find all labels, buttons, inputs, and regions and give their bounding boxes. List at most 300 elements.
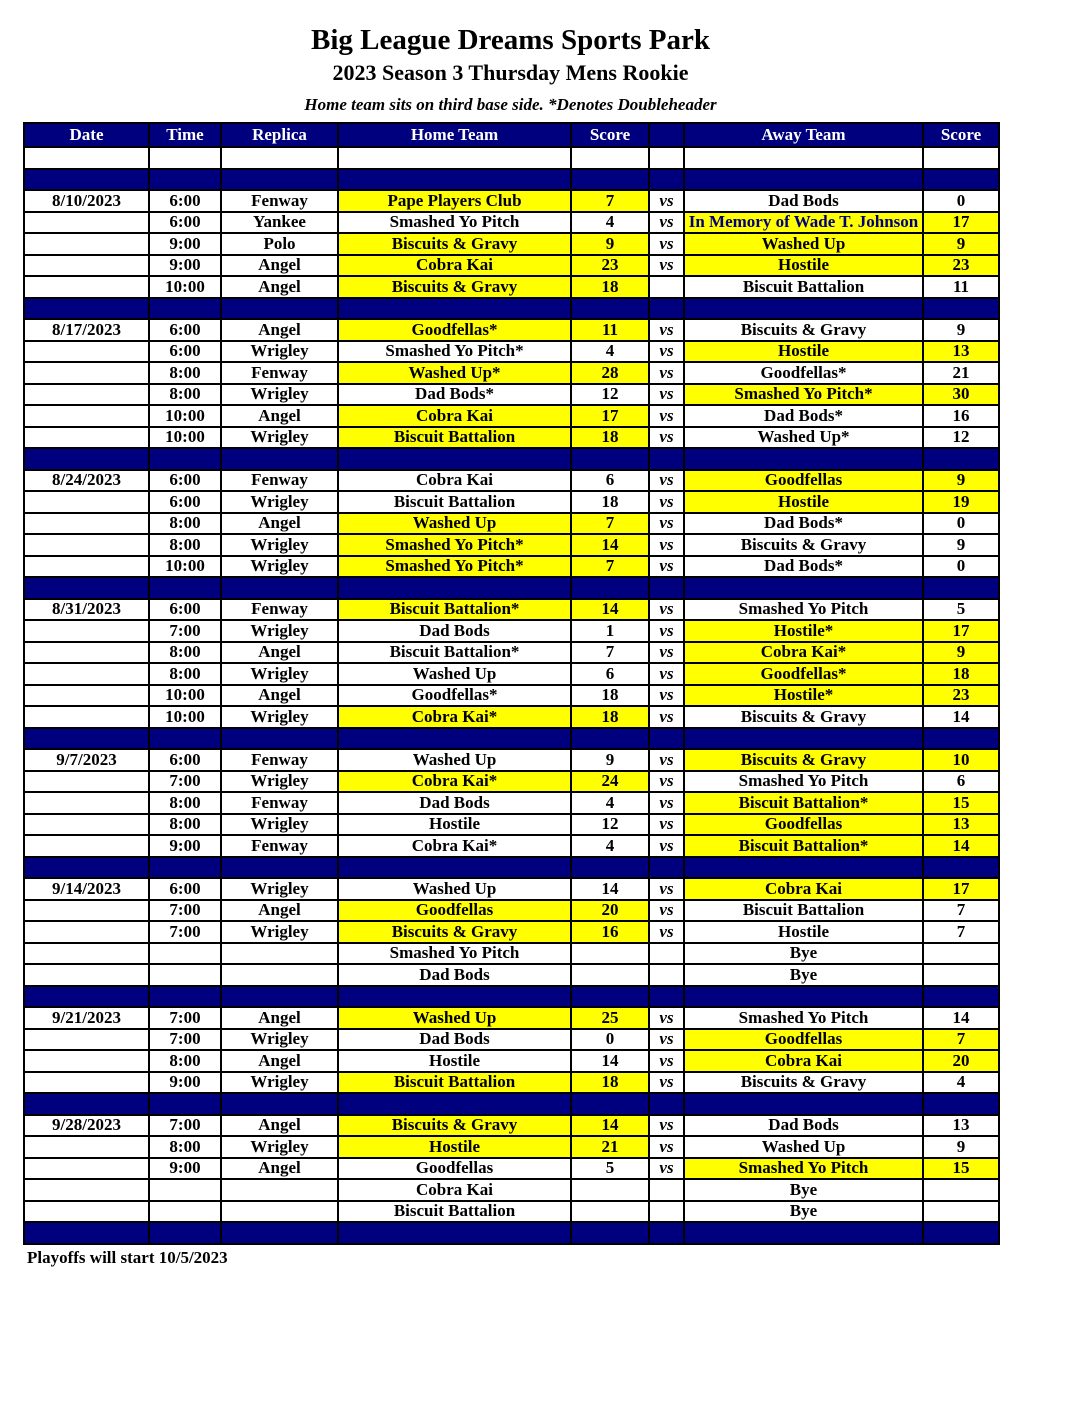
away-score-cell (923, 728, 999, 750)
home-team-cell (338, 1093, 571, 1115)
away-team-cell: Biscuit Battalion (684, 900, 923, 922)
away-score-cell: 14 (923, 835, 999, 857)
vs-cell: vs (649, 405, 684, 427)
time-cell: 6:00 (149, 491, 221, 513)
replica-cell (221, 448, 338, 470)
time-cell (149, 147, 221, 169)
vs-cell (649, 964, 684, 986)
away-team-cell: Bye (684, 943, 923, 965)
date-cell (24, 943, 149, 965)
home-team-cell: Smashed Yo Pitch* (338, 534, 571, 556)
vs-cell: vs (649, 1050, 684, 1072)
vs-cell: vs (649, 878, 684, 900)
replica-cell: Polo (221, 233, 338, 255)
time-cell: 7:00 (149, 1029, 221, 1051)
vs-cell (649, 577, 684, 599)
home-score-cell (571, 1093, 649, 1115)
home-score-cell: 9 (571, 749, 649, 771)
home-team-cell: Biscuits & Gravy (338, 233, 571, 255)
replica-cell: Angel (221, 513, 338, 535)
away-score-cell: 23 (923, 255, 999, 277)
legend-note: Home team sits on third base side. *Denotes Doubleheader (304, 95, 717, 114)
home-team-cell: Smashed Yo Pitch* (338, 341, 571, 363)
table-row (24, 556, 999, 578)
date-cell (24, 1136, 149, 1158)
date-cell (24, 900, 149, 922)
away-team-cell: Biscuits & Gravy (684, 749, 923, 771)
away-score-cell: 9 (923, 319, 999, 341)
replica-cell (221, 728, 338, 750)
time-cell (149, 169, 221, 191)
date-cell (24, 255, 149, 277)
home-team-cell: Dad Bods (338, 620, 571, 642)
home-team-cell: Biscuits & Gravy (338, 921, 571, 943)
home-score-cell: 4 (571, 341, 649, 363)
away-score-cell (923, 1093, 999, 1115)
home-team-cell (338, 728, 571, 750)
vs-cell: vs (649, 1158, 684, 1180)
vs-cell: vs (649, 663, 684, 685)
away-team-cell: Goodfellas (684, 1029, 923, 1051)
replica-cell (221, 943, 338, 965)
home-team-cell: Cobra Kai (338, 405, 571, 427)
away-team-cell: Dad Bods (684, 1115, 923, 1137)
replica-cell: Wrigley (221, 663, 338, 685)
table-row (24, 835, 999, 857)
home-score-cell: 21 (571, 1136, 649, 1158)
home-team-cell (338, 857, 571, 879)
away-team-cell: Dad Bods* (684, 513, 923, 535)
table-row (24, 706, 999, 728)
away-team-cell: Dad Bods* (684, 405, 923, 427)
away-team-cell: Hostile (684, 341, 923, 363)
date-cell (24, 233, 149, 255)
home-team-cell: Washed Up* (338, 362, 571, 384)
vs-cell (649, 1093, 684, 1115)
home-score-cell: 18 (571, 685, 649, 707)
home-team-cell (338, 298, 571, 320)
date-cell (24, 1093, 149, 1115)
home-team-cell: Cobra Kai (338, 1179, 571, 1201)
home-score-cell: 14 (571, 1115, 649, 1137)
home-team-cell: Cobra Kai (338, 255, 571, 277)
table-row (24, 190, 999, 212)
vs-cell: vs (649, 1115, 684, 1137)
away-score-cell (923, 147, 999, 169)
time-cell: 9:00 (149, 233, 221, 255)
away-score-cell: 9 (923, 1136, 999, 1158)
away-team-cell: Dad Bods* (684, 556, 923, 578)
vs-cell (649, 169, 684, 191)
date-cell (24, 448, 149, 470)
home-team-cell: Dad Bods (338, 964, 571, 986)
table-row (24, 1072, 999, 1094)
away-score-cell: 19 (923, 491, 999, 513)
date-cell (24, 147, 149, 169)
away-team-cell: Hostile (684, 491, 923, 513)
vs-cell: vs (649, 384, 684, 406)
vs-cell: vs (649, 749, 684, 771)
home-team-cell (338, 1222, 571, 1244)
away-score-cell: 17 (923, 620, 999, 642)
away-team-cell: Bye (684, 1179, 923, 1201)
time-cell: 10:00 (149, 276, 221, 298)
vs-cell: vs (649, 513, 684, 535)
home-score-cell: 4 (571, 835, 649, 857)
date-cell (24, 491, 149, 513)
separator-row (24, 298, 999, 320)
away-team-cell (684, 169, 923, 191)
table-row (24, 642, 999, 664)
home-team-cell: Washed Up (338, 513, 571, 535)
away-team-cell: Smashed Yo Pitch (684, 599, 923, 621)
header-home-score: Score (571, 123, 649, 147)
vs-cell: vs (649, 1136, 684, 1158)
table-row (24, 921, 999, 943)
table-row (24, 319, 999, 341)
replica-cell (221, 964, 338, 986)
time-cell: 6:00 (149, 319, 221, 341)
away-team-cell: Cobra Kai* (684, 642, 923, 664)
away-score-cell (923, 1222, 999, 1244)
vs-cell: vs (649, 900, 684, 922)
home-score-cell: 1 (571, 620, 649, 642)
table-row (24, 771, 999, 793)
time-cell: 9:00 (149, 1072, 221, 1094)
away-score-cell (923, 1201, 999, 1223)
home-score-cell (571, 857, 649, 879)
replica-cell: Angel (221, 1007, 338, 1029)
table-row (24, 1115, 999, 1137)
home-score-cell: 11 (571, 319, 649, 341)
replica-cell: Angel (221, 900, 338, 922)
vs-cell (649, 448, 684, 470)
home-score-cell: 25 (571, 1007, 649, 1029)
home-team-cell: Dad Bods* (338, 384, 571, 406)
home-score-cell: 9 (571, 233, 649, 255)
home-score-cell: 6 (571, 663, 649, 685)
vs-cell: vs (649, 362, 684, 384)
date-cell: 9/14/2023 (24, 878, 149, 900)
time-cell: 6:00 (149, 470, 221, 492)
date-cell (24, 1029, 149, 1051)
away-score-cell (923, 1179, 999, 1201)
time-cell: 9:00 (149, 255, 221, 277)
away-team-cell: Bye (684, 1201, 923, 1223)
away-score-cell: 13 (923, 1115, 999, 1137)
time-cell (149, 986, 221, 1008)
date-cell (24, 341, 149, 363)
time-cell: 7:00 (149, 1115, 221, 1137)
home-score-cell: 5 (571, 1158, 649, 1180)
away-score-cell: 9 (923, 233, 999, 255)
date-cell (24, 169, 149, 191)
replica-cell: Wrigley (221, 878, 338, 900)
vs-cell (649, 857, 684, 879)
away-team-cell: Cobra Kai (684, 1050, 923, 1072)
header-vs (649, 123, 684, 147)
vs-cell: vs (649, 1007, 684, 1029)
away-team-cell (684, 1093, 923, 1115)
away-team-cell (684, 448, 923, 470)
time-cell: 6:00 (149, 212, 221, 234)
home-score-cell: 7 (571, 513, 649, 535)
home-score-cell: 18 (571, 427, 649, 449)
home-score-cell: 14 (571, 534, 649, 556)
away-team-cell: Goodfellas* (684, 362, 923, 384)
home-team-cell: Cobra Kai* (338, 771, 571, 793)
away-team-cell (684, 298, 923, 320)
home-team-cell: Goodfellas (338, 900, 571, 922)
date-cell (24, 384, 149, 406)
date-cell (24, 663, 149, 685)
table-row (24, 427, 999, 449)
time-cell (149, 1179, 221, 1201)
away-team-cell: Dad Bods (684, 190, 923, 212)
date-cell: 8/10/2023 (24, 190, 149, 212)
away-team-cell: Smashed Yo Pitch* (684, 384, 923, 406)
time-cell: 8:00 (149, 642, 221, 664)
date-cell (24, 706, 149, 728)
table-row (24, 276, 999, 298)
vs-cell (649, 276, 684, 298)
home-score-cell: 18 (571, 491, 649, 513)
home-score-cell: 0 (571, 1029, 649, 1051)
time-cell (149, 1201, 221, 1223)
home-score-cell: 12 (571, 814, 649, 836)
home-score-cell (571, 1179, 649, 1201)
header-date: Date (24, 123, 149, 147)
table-row (24, 405, 999, 427)
home-team-cell: Hostile (338, 1136, 571, 1158)
date-cell (24, 728, 149, 750)
away-score-cell (923, 986, 999, 1008)
away-score-cell (923, 577, 999, 599)
home-team-cell: Cobra Kai* (338, 706, 571, 728)
away-team-cell: Goodfellas* (684, 663, 923, 685)
table-row (24, 792, 999, 814)
home-team-cell: Goodfellas (338, 1158, 571, 1180)
time-cell (149, 448, 221, 470)
time-cell (149, 964, 221, 986)
away-team-cell: In Memory of Wade T. Johnson (684, 212, 923, 234)
replica-cell: Fenway (221, 599, 338, 621)
replica-cell: Angel (221, 405, 338, 427)
date-cell (24, 1179, 149, 1201)
vs-cell (649, 298, 684, 320)
table-row (24, 1050, 999, 1072)
time-cell: 7:00 (149, 900, 221, 922)
date-cell: 8/31/2023 (24, 599, 149, 621)
time-cell: 10:00 (149, 706, 221, 728)
date-cell: 9/7/2023 (24, 749, 149, 771)
replica-cell: Fenway (221, 792, 338, 814)
home-score-cell: 20 (571, 900, 649, 922)
away-score-cell (923, 298, 999, 320)
replica-cell (221, 1222, 338, 1244)
time-cell (149, 298, 221, 320)
home-team-cell (338, 448, 571, 470)
away-team-cell: Biscuit Battalion* (684, 792, 923, 814)
vs-cell (649, 986, 684, 1008)
time-cell: 10:00 (149, 556, 221, 578)
date-cell: 9/28/2023 (24, 1115, 149, 1137)
date-cell (24, 513, 149, 535)
title-block (23, 0, 998, 115)
vs-cell (649, 1179, 684, 1201)
table-row (24, 1201, 999, 1223)
away-team-cell (684, 728, 923, 750)
away-team-cell: Smashed Yo Pitch (684, 1158, 923, 1180)
date-cell (24, 534, 149, 556)
date-cell (24, 556, 149, 578)
away-team-cell: Washed Up (684, 1136, 923, 1158)
separator-row (24, 857, 999, 879)
time-cell: 9:00 (149, 1158, 221, 1180)
replica-cell: Fenway (221, 835, 338, 857)
away-score-cell: 7 (923, 1029, 999, 1051)
time-cell: 6:00 (149, 878, 221, 900)
date-cell (24, 1072, 149, 1094)
away-team-cell: Hostile (684, 921, 923, 943)
away-team-cell: Washed Up (684, 233, 923, 255)
separator-row (24, 1222, 999, 1244)
time-cell: 8:00 (149, 513, 221, 535)
time-cell: 6:00 (149, 341, 221, 363)
home-score-cell: 12 (571, 384, 649, 406)
home-team-cell: Washed Up (338, 663, 571, 685)
table-row (24, 900, 999, 922)
home-team-cell: Smashed Yo Pitch (338, 943, 571, 965)
table-row (24, 599, 999, 621)
home-team-cell (338, 169, 571, 191)
vs-cell: vs (649, 1072, 684, 1094)
replica-cell: Wrigley (221, 1029, 338, 1051)
date-cell (24, 964, 149, 986)
home-score-cell (571, 448, 649, 470)
home-score-cell: 6 (571, 470, 649, 492)
away-team-cell: Hostile* (684, 685, 923, 707)
date-cell (24, 298, 149, 320)
home-team-cell: Dad Bods (338, 1029, 571, 1051)
away-score-cell: 18 (923, 663, 999, 685)
vs-cell (649, 728, 684, 750)
vs-cell: vs (649, 685, 684, 707)
replica-cell: Angel (221, 1115, 338, 1137)
time-cell: 7:00 (149, 921, 221, 943)
away-team-cell (684, 577, 923, 599)
date-cell (24, 814, 149, 836)
vs-cell (649, 147, 684, 169)
time-cell: 8:00 (149, 1136, 221, 1158)
time-cell: 9:00 (149, 835, 221, 857)
away-score-cell: 17 (923, 878, 999, 900)
table-row (24, 943, 999, 965)
away-score-cell (923, 448, 999, 470)
table-row (24, 341, 999, 363)
away-score-cell: 11 (923, 276, 999, 298)
home-score-cell: 18 (571, 1072, 649, 1094)
time-cell: 8:00 (149, 1050, 221, 1072)
date-cell (24, 212, 149, 234)
date-cell (24, 857, 149, 879)
table-row (24, 663, 999, 685)
header-home-team: Home Team (338, 123, 571, 147)
home-team-cell: Washed Up (338, 878, 571, 900)
home-team-cell: Biscuit Battalion (338, 427, 571, 449)
time-cell: 10:00 (149, 427, 221, 449)
replica-cell: Wrigley (221, 341, 338, 363)
replica-cell: Fenway (221, 749, 338, 771)
replica-cell: Yankee (221, 212, 338, 234)
header-replica: Replica (221, 123, 338, 147)
time-cell: 8:00 (149, 663, 221, 685)
away-team-cell (684, 147, 923, 169)
away-team-cell (684, 986, 923, 1008)
replica-cell (221, 986, 338, 1008)
home-score-cell: 18 (571, 706, 649, 728)
table-row (24, 212, 999, 234)
home-score-cell: 4 (571, 792, 649, 814)
home-team-cell: Biscuit Battalion* (338, 599, 571, 621)
vs-cell: vs (649, 792, 684, 814)
separator-row (24, 577, 999, 599)
home-score-cell (571, 1201, 649, 1223)
vs-cell: vs (649, 642, 684, 664)
away-team-cell: Goodfellas (684, 814, 923, 836)
away-score-cell: 5 (923, 599, 999, 621)
home-team-cell: Smashed Yo Pitch (338, 212, 571, 234)
date-cell: 8/24/2023 (24, 470, 149, 492)
away-team-cell: Biscuit Battalion (684, 276, 923, 298)
home-team-cell: Pape Players Club (338, 190, 571, 212)
home-score-cell: 16 (571, 921, 649, 943)
vs-cell (649, 943, 684, 965)
home-score-cell (571, 986, 649, 1008)
replica-cell: Angel (221, 276, 338, 298)
home-team-cell: Washed Up (338, 1007, 571, 1029)
date-cell (24, 642, 149, 664)
away-score-cell: 10 (923, 749, 999, 771)
replica-cell: Wrigley (221, 814, 338, 836)
away-score-cell: 14 (923, 706, 999, 728)
table-header-row (24, 123, 999, 147)
home-team-cell: Biscuit Battalion (338, 1072, 571, 1094)
time-cell (149, 577, 221, 599)
away-team-cell: Biscuits & Gravy (684, 706, 923, 728)
home-score-cell: 18 (571, 276, 649, 298)
replica-cell (221, 857, 338, 879)
replica-cell: Angel (221, 255, 338, 277)
home-score-cell: 17 (571, 405, 649, 427)
home-team-cell: Smashed Yo Pitch* (338, 556, 571, 578)
home-score-cell (571, 298, 649, 320)
date-cell (24, 1201, 149, 1223)
replica-cell: Wrigley (221, 921, 338, 943)
home-score-cell: 7 (571, 190, 649, 212)
page-subtitle: 2023 Season 3 Thursday Mens Rookie (332, 60, 689, 85)
home-team-cell: Biscuits & Gravy (338, 1115, 571, 1137)
table-row (24, 685, 999, 707)
header-away-team: Away Team (684, 123, 923, 147)
date-cell: 9/21/2023 (24, 1007, 149, 1029)
home-team-cell: Hostile (338, 1050, 571, 1072)
date-cell (24, 427, 149, 449)
table-row (24, 1136, 999, 1158)
time-cell: 8:00 (149, 792, 221, 814)
away-score-cell: 9 (923, 470, 999, 492)
schedule-table (23, 122, 1000, 1245)
